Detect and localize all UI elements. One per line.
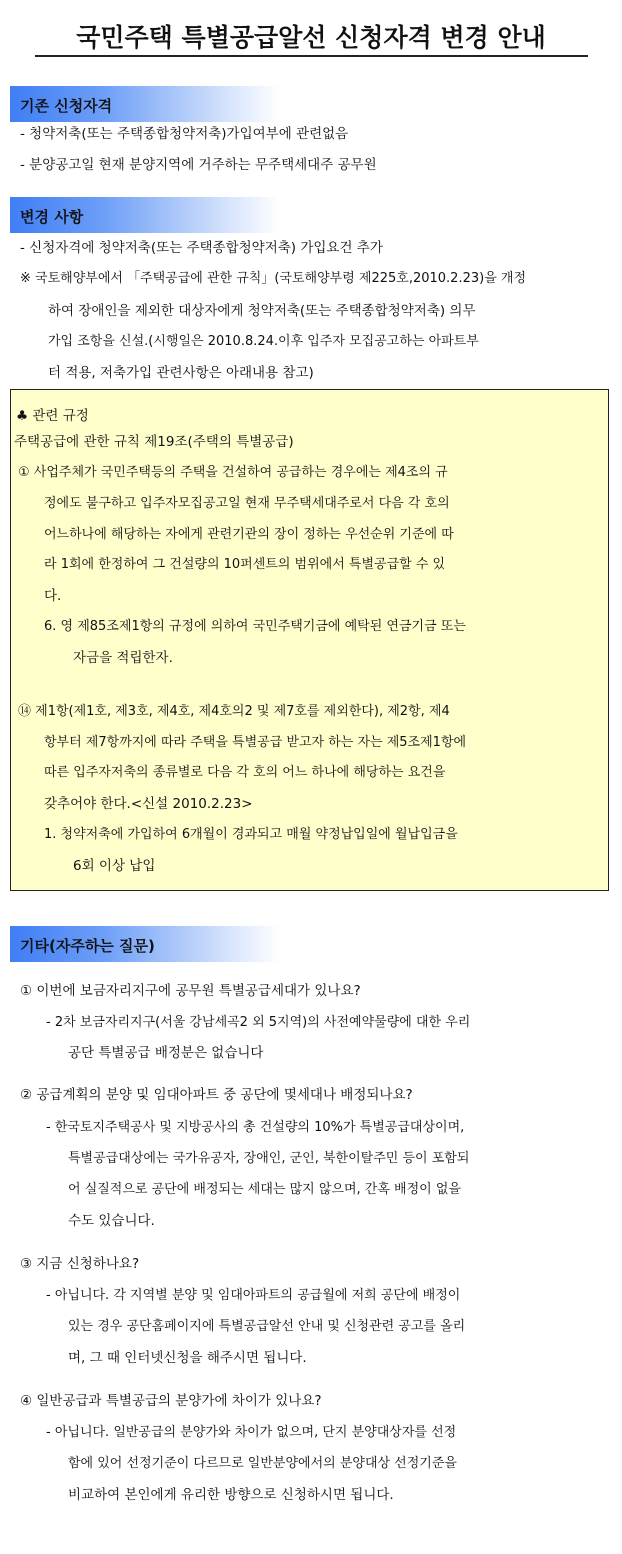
section-header-faq (10, 926, 280, 962)
existing-item-1: - 청약저축(또는 주택종합청약저축)가입여부에 관련없음 (20, 126, 349, 142)
existing-item-2: - 분양공고일 현재 분양지역에 거주하는 무주택세대주 공무원 (20, 157, 377, 173)
faq-answer-4-line-3: 비교하여 본인에게 유리한 방향으로 신청하시면 됩니다. (68, 1487, 394, 1503)
changes-item: - 신청자격에 청약저축(또는 주택종합청약저축) 가입요건 추가 (20, 240, 383, 256)
section-header-existing-label: 기존 신청자격 (20, 97, 113, 115)
clause14-line-6: 6회 이상 납입 (73, 858, 156, 874)
faq-answer-3-line-3: 며, 그 때 인터넷신청을 해주시면 됩니다. (68, 1350, 307, 1366)
clause14-line-5: 1. 청약저축에 가입하여 6개월이 경과되고 매월 약정납입일에 월납입금을 (44, 827, 458, 842)
clause1-line-4: 라 1회에 한정하여 그 건설량의 10퍼센트의 범위에서 특별공급할 수 있 (44, 557, 446, 572)
section-header-changes-label: 변경 사항 (20, 208, 84, 226)
faq-answer-1-line-2: 공단 특별공급 배정분은 없습니다 (68, 1045, 264, 1061)
clause1-line-3: 어느하나에 해당하는 자에게 관련기관의 장이 정하는 우선순위 기준에 따 (44, 527, 454, 542)
faq-question-2: ② 공급계획의 분양 및 임대아파트 중 공단에 몇세대나 배정되나요? (20, 1087, 413, 1103)
faq-answer-3-line-2: 있는 경우 공단홈페이지에 특별공급알선 안내 및 신청관련 공고를 올리 (68, 1319, 466, 1334)
page-title: 국민주택 특별공급알선 신청자격 변경 안내 (76, 23, 546, 52)
faq-answer-3-line-1: - 아닙니다. 각 지역별 분양 및 임대아파트의 공급월에 저희 공단에 배정이 (46, 1288, 461, 1303)
clause14-line-1: ⑭ 제1항(제1호, 제3호, 제4호, 제4호의2 및 제7호를 제외한다), 제2항, 제4 (18, 704, 450, 719)
clause1-line-2: 정에도 불구하고 입주자모집공고일 현재 무주택세대주로서 다음 각 호의 (44, 496, 450, 511)
faq-question-1: ① 이번에 보금자리지구에 공무원 특별공급세대가 있나요? (20, 983, 361, 999)
faq-answer-1-line-1: - 2차 보금자리지구(서울 강남세곡2 외 5지역)의 사전예약물량에 대한 우리 (46, 1015, 471, 1030)
clause1-line-1: ① 사업주체가 국민주택등의 주택을 건설하여 공급하는 경우에는 제4조의 규 (18, 465, 448, 480)
regulation-subheading: 주택공급에 관한 규칙 제19조(주택의 특별공급) (14, 434, 294, 450)
title-underline (35, 55, 588, 57)
clause1-line-5: 다. (44, 588, 62, 604)
section-header-changes (10, 197, 280, 233)
changes-note-line-4: 터 적용, 저축가입 관련사항은 아래내용 참고) (48, 365, 314, 381)
clause14-line-2: 항부터 제7항까지에 따라 주택을 특별공급 받고자 하는 자는 제5조제1항에 (44, 735, 467, 750)
faq-answer-4-line-2: 함에 있어 선정기준이 다르므로 일반분양에서의 분양대상 선정기준을 (68, 1456, 457, 1471)
faq-answer-2-line-2: 특별공급대상에는 국가유공자, 장애인, 군인, 북한이탈주민 등이 포함되 (68, 1151, 470, 1166)
section-header-faq-label: 기타(자주하는 질문) (20, 937, 155, 955)
changes-note-line-3: 가입 조항을 신설.(시행일은 2010.8.24.이후 입주자 모집공고하는 아파트부 (48, 334, 479, 349)
faq-answer-2-line-1: - 한국토지주택공사 및 지방공사의 총 건설량의 10%가 특별공급대상이며, (46, 1120, 465, 1135)
clause14-line-4: 갖추어야 한다.<신설 2010.2.23> (44, 796, 253, 812)
faq-question-4: ④ 일반공급과 특별공급의 분양가에 차이가 있나요? (20, 1393, 322, 1409)
faq-answer-2-line-3: 어 실질적으로 공단에 배정되는 세대는 많지 않으며, 간혹 배정이 없을 (68, 1182, 461, 1197)
regulation-heading: ♣ 관련 규정 (16, 408, 89, 424)
faq-answer-2-line-4: 수도 있습니다. (68, 1213, 155, 1229)
clause14-line-3: 따른 입주자저축의 종류별로 다음 각 호의 어느 하나에 해당하는 요건을 (44, 765, 446, 780)
clause1-line-6: 6. 영 제85조제1항의 규정에 의하여 국민주택기금에 예탁된 연금기금 또는 (44, 619, 466, 634)
changes-note-line-2: 하여 장애인을 제외한 대상자에게 청약저축(또는 주택종합청약저축) 의무 (48, 303, 476, 319)
faq-answer-4-line-1: - 아닙니다. 일반공급의 분양가와 차이가 없으며, 단지 분양대상자를 선정 (46, 1425, 457, 1440)
faq-question-3: ③ 지금 신청하나요? (20, 1256, 140, 1272)
changes-note-line-1: ※ 국토해양부에서 「주택공급에 관한 규칙」(국토해양부령 제225호,2010.2.23)을 개정 (20, 271, 527, 286)
section-header-existing (10, 86, 280, 122)
clause1-line-7: 자금을 적립한자. (73, 650, 173, 666)
